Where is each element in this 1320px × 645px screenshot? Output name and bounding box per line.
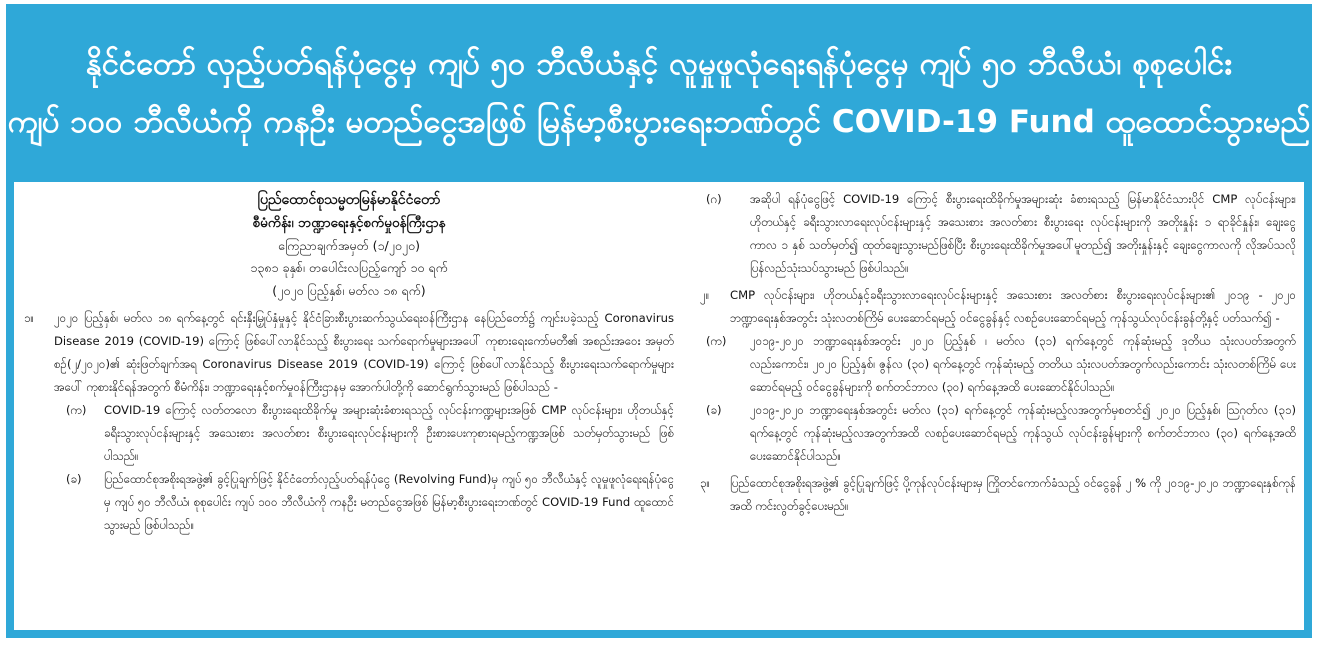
- paragraph-1-item-c: [706, 188, 1296, 280]
- paragraph-text: CMP လုပ်ငန်းများ၊ ဟိုတယ်နှင့်ခရီးသွားလာရေးလုပ်ငန်းများနှင့် အသေးစား အလတ်စား စီးပွားရေးလုပ်ငန်းများ၏ ၂၀၁၉ - ၂၀၂၀ ဘဏ္ဍာရေးနှစ်အတွင်း သုံးလတစ်ကြိမ် ပေးဆောင်ရမည့် ဝင်ငွေခွန်နှင့် လစဉ်ပေးဆောင်ရမည့် ကုန်သွယ်လုပ်ငန်းခွန်တို့နှင့် ပတ်သက်၍ -: [730, 288, 1296, 325]
- paragraph-3: [700, 472, 1296, 518]
- headline-line-1: နိုင်ငံတော် လှည့်ပတ်ရန်ပုံငွေမှ ကျပ် ၅၀ ဘီလီယံနှင့် လူမှုဖူလုံရေးရန်ပုံငွေမှ ကျပ် ၅၀ ဘီလီယံ၊ စုစုပေါင်း: [85, 46, 1233, 82]
- paragraph-number: ၁။: [24, 311, 35, 325]
- item-marker: (က): [66, 403, 87, 417]
- paragraph-text: ၂၀၂၀ ပြည့်နှစ်၊ မတ်လ ၁၈ ရက်နေ့တွင် ရင်းနှီးမြှုပ်နှံမှုနှင့် နိုင်ငံခြားစီးပွားဆက်သွယ်ရေးဝန်ကြီးဌာန နေပြည်တော်၌ ကျင်းပခဲ့သည့် Coronavirus Disease 2019 (COVID-19) ကြောင့် ဖြစ်ပေါ်လာနိုင်သည့် စီးပွားရေး သက်ရောက်မှုများအပေါ် ကုစားရေးကော်မတီ၏ အစည်းအဝေး အမှတ်စဉ်(၂/၂၀၂၀)၏ ဆုံးဖြတ်ချက်အရ Coronavirus Disease 2019 (COVID-19) ကြောင့် ဖြစ်ပေါ်လာနိုင်သည့် စီးပွားရေးသက်ရောက်မှုများအပေါ် ကုစားနိုင်ရန်အတွက် စီမံကိန်း၊ ဘဏ္ဍာရေးနှင့်စက်မှုဝန်ကြီးဌာနမှ အောက်ပါတို့ကို ဆောင်ရွက်သွားမည် ဖြစ်ပါသည် -: [54, 311, 674, 394]
- paragraph-2-item-b: [706, 399, 1296, 468]
- announcement-body: [14, 182, 1304, 630]
- paragraph-2: [700, 284, 1296, 330]
- paragraph-1-item-a: [66, 399, 674, 468]
- announcement-header: [24, 182, 674, 303]
- item-marker: (ခ): [66, 472, 82, 486]
- item-marker: (က): [706, 334, 727, 348]
- gregorian-date: (၂၀၂၀ ပြည့်နှစ်၊ မတ်လ ၁၈ ရက်): [272, 283, 426, 298]
- paragraph-1-item-b: [66, 468, 674, 537]
- item-text: COVID-19 ကြောင့် လတ်တလော စီးပွားရေးထိခိုက်မှု အများဆုံးခံစားရသည့် လုပ်ငန်းကဏ္ဍများအဖြစ် CMP လုပ်ငန်းများ၊ ဟိုတယ်နှင့် ခရီးသွားလုပ်ငန်းများနှင့် အသေးစား အလတ်စား စီးပွားရေးလုပ်ငန်းများကို ဦးစားပေးကုစားရမည့်ကဏ္ဍအဖြစ် သတ်မှတ်သွားမည် ဖြစ်ပါသည်။: [104, 403, 674, 463]
- item-text: ပြည်ထောင်စုအစိုးရအဖွဲ့၏ ခွင့်ပြုချက်ဖြင့် နိုင်ငံတော်လှည့်ပတ်ရန်ပုံငွေ (Revolving Fund)မှ ကျပ် ၅၀ ဘီလီယံနှင့် လူမှုဖူလုံရေးရန်ပုံငွေမှ ကျပ် ၅၀ ဘီလီယံ၊ စုစုပေါင်း ကျပ် ၁၀၀ ဘီလီယံကို ကနဦး မတည်ငွေအဖြစ် မြန်မာ့စီးပွားရေးဘဏ်တွင် COVID-19 Fund ထူထောင်သွားမည် ဖြစ်ပါသည်။: [104, 472, 674, 532]
- right-column: [700, 182, 1296, 630]
- item-text: အဆိုပါ ရန်ပုံငွေဖြင့် COVID-19 ကြောင့် စီးပွားရေးထိခိုက်မှုအများဆုံး ခံစားရသည့် မြန်မာနိုင်ငံသားပိုင် CMP လုပ်ငန်းများ၊ ဟိုတယ်နှင့် ခရီးသွားလာရေးလုပ်ငန်းများနှင့် အသေးစား အလတ်စား စီးပွားရေး လုပ်ငန်းများကို အတိုးနှုန်း ၁ ရာခိုင်နှုန်း၊ ချေးငွေ ကာလ ၁ နှစ် သတ်မှတ်၍ ထုတ်ချေးသွားမည်ဖြစ်ပြီး စီးပွားရေးထိခိုက်မှုအပေါ်မူတည်၍ အတိုးနှုန်းနှင့် ချေးငွေကာလကို လိုအပ်သလိုပြန်လည်သုံးသပ်သွားမည် ဖြစ်ပါသည်။: [750, 192, 1296, 275]
- item-text: ၂၀၁၉-၂၀၂၀ ဘဏ္ဍာရေးနှစ်အတွင်း ၂၀၂၀ ပြည့်နှစ် ၊ မတ်လ (၃၁) ရက်နေ့တွင် ကုန်ဆုံးမည့် ဒုတိယ သုံးလပတ်အတွက် လည်းကောင်း၊ ၂၀၂၀ ပြည့်နှစ်၊ ဇွန်လ (၃၀) ရက်နေ့တွင် ကုန်ဆုံးမည့် တတိယ သုံးလပတ်အတွက်လည်းကောင်း သုံးလတစ်ကြိမ် ပေးဆောင်ရမည့် ဝင်ငွေခွန်များကို စက်တင်ဘာလ (၃၀) ရက်နေ့အထိ ပေးဆောင်နိုင်ပါသည်။: [750, 334, 1296, 394]
- item-marker: (ဂ): [706, 192, 722, 206]
- myanmar-date: ၁၃၈၁ ခုနှစ်၊ တပေါင်းလပြည့်ကျော် ၁၀ ရက်: [250, 260, 448, 275]
- headline-line-2: ကျပ် ၁၀၀ ဘီလီယံကို ကနဦး မတည်ငွေအဖြစ် မြန်မာ့စီးပွားရေးဘဏ်တွင် COVID-19 Fund ထူထောင်သွားမည်: [7, 104, 1311, 140]
- announcement-frame: [6, 4, 1312, 638]
- headline-banner: [6, 4, 1312, 182]
- paragraph-2-item-a: [706, 330, 1296, 399]
- ministry-name: စီမံကိန်း၊ ဘဏ္ဍာရေးနှင့်စက်မှုဝန်ကြီးဌာန: [252, 215, 446, 231]
- government-name: ပြည်ထောင်စုသမ္မတမြန်မာနိုင်ငံတော်: [257, 192, 441, 208]
- item-marker: (ခ): [706, 403, 722, 417]
- paragraph-number: ၂။: [700, 288, 710, 302]
- paragraph-number: ၃။: [700, 476, 711, 490]
- paragraph-text: ပြည်ထောင်စုအစိုးရအဖွဲ့၏ ခွင့်ပြုချက်ဖြင့် ပို့ကုန်လုပ်ငန်းများမှ ကြိုတင်ကောက်ခံသည့် ဝင်ငွေခွန် ၂ % ကို ၂၀၁၉-၂၀၂၀ ဘဏ္ဍာရေးနှစ်ကုန်အထိ ကင်းလွတ်ခွင့်ပေးမည်။: [730, 476, 1296, 513]
- notice-number: ကြေညာချက်အမှတ် (၁/၂၀၂၀): [278, 238, 420, 253]
- left-column: [24, 182, 674, 630]
- paragraph-1: [24, 307, 674, 399]
- item-text: ၂၀၁၉-၂၀၂၀ ဘဏ္ဍာရေးနှစ်အတွင်း မတ်လ (၃၁) ရက်နေ့တွင် ကုန်ဆုံးမည့်လအတွက်မှစတင်၍ ၂၀၂၀ ပြည့်နှစ်၊ ဩဂုတ်လ (၃၁) ရက်နေ့တွင် ကုန်ဆုံးမည့်လအတွက်အထိ လစဉ်ပေးဆောင်ရမည့် ကုန်သွယ် လုပ်ငန်းခွန်များကို စက်တင်ဘာလ (၃၀) ရက်နေ့အထိ ပေးဆောင်နိုင်ပါသည်။: [750, 403, 1296, 463]
